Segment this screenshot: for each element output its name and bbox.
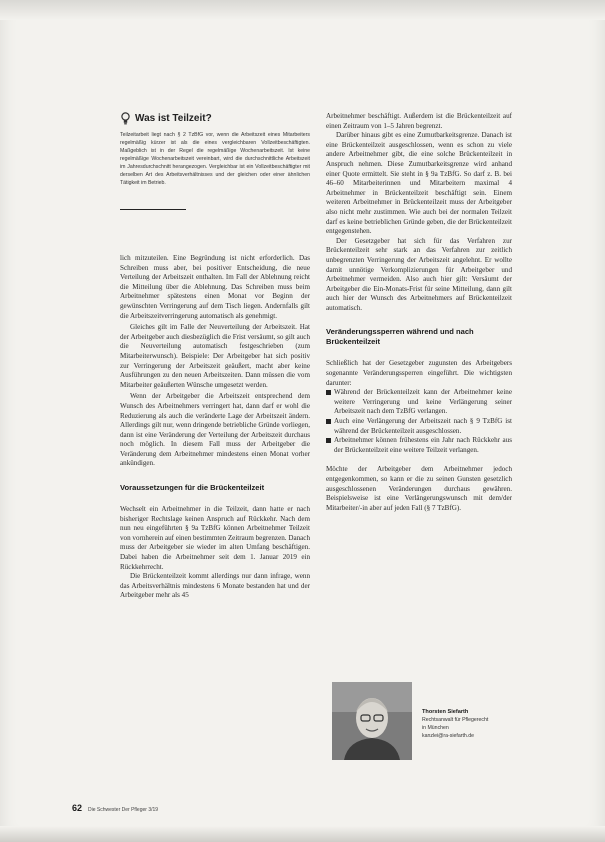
body-paragraph: Möchte der Arbeitgeber dem Arbeitnehmer jedoch entgegenkommen, so kann er die zu seinen Gunsten gesetzlich ausgeschlossenen Veränderungen durchaus gewähren. Beispielsweise ist eine Verlängerungswunsch mit dem/der Mitarbeiter/-in aber auf jeden Fall (§ 7 TzBfG). bbox=[326, 465, 512, 512]
lightbulb-icon bbox=[120, 112, 131, 125]
body-paragraph: Arbeitnehmer beschäftigt. Außerdem ist die Brückenteilzeit auf einen Zeitraum von 1–5 Jahren begrenzt. bbox=[326, 112, 512, 130]
author-info bbox=[422, 682, 488, 762]
body-paragraph: Gleiches gilt im Falle der Neuverteilung der Arbeitszeit. Hat der Arbeitgeber auch diesbezüglich die Frist versäumt, so gilt auch die Neuverteilung automatisch festgeschrieben (zum Mitarbeiterwunsch). Beispiele: Der Arbeitgeber hat sich positiv zur Verringerung der Arbeitszeit geäußert, macht aber keine Ausführungen zu den neuen Arbeitszeiten. Dann müssen die vom Mitarbeiter geäußerten Wünsche umgesetzt werden. bbox=[120, 323, 310, 389]
list-item: Während der Brückenteilzeit kann der Arbeitnehmer keine weitere Verringerung und keine Verlängerung seiner Arbeitszeit nach dem TzBfG verlangen. bbox=[326, 388, 512, 417]
list-item: Auch eine Verlängerung der Arbeitszeit nach § 9 TzBfG ist während der Brückenteilzeit ausgeschlossen. bbox=[326, 417, 512, 436]
bullet-square-icon bbox=[326, 390, 331, 395]
publication-name: Die Schwester Der Pfleger 3/19 bbox=[88, 807, 159, 813]
author-name: Thorsten Siefarth bbox=[422, 709, 469, 715]
body-paragraph: Wechselt ein Arbeitnehmer in die Teilzeit, dann hatte er nach bisheriger Rechtslage keinen Anspruch auf Rückkehr. Nach dem nun neu eingeführten § 9a TzBfG können Arbeitnehmer Teilzeit von vornherein auf einen bestimmten Zeitraum begrenzen. Danach muss der Arbeitgeber sie wieder im alten Umfang beschäftigen. Dabei haben die Arbeitnehmer seit dem 1. Januar 2019 ein Rückkehrrecht. bbox=[120, 505, 310, 571]
author-role: Rechtsanwalt für Pflegerecht bbox=[422, 717, 489, 723]
info-box-body: Teilzeitarbeit liegt nach § 2 TzBfG vor, wenn die Arbeitszeit eines Mitarbeiters regelmäßig kürzer ist als die eines vergleichbaren Vollzeitbeschäftigten. Maßgeblich ist in der Regel die regelmäßige Wochenarbeitszeit. Ist keine regelmäßige Wochenarbeitszeit vereinbart, wird die durchschnittliche Arbeitszeit im Jahresdurchschnitt herangezogen. Vergleichbar ist ein Vollzeitbeschäftigter mit derselben Art des Arbeitsverhältnisses und der gleichen oder einer ähnlichen Tätigkeit im Betrieb. bbox=[120, 132, 310, 186]
bullet-square-icon bbox=[326, 438, 331, 443]
info-box-title: Was ist Teilzeit? bbox=[120, 112, 310, 125]
person-portrait-icon bbox=[332, 682, 412, 760]
author-city: in München bbox=[422, 725, 449, 731]
body-paragraph: Schließlich hat der Gesetzgeber zugunsten des Arbeitgebers sogenannte Veränderungssperren eingeführt. Die wichtigsten darunter: bbox=[326, 359, 512, 387]
body-paragraph: lich mitzuteilen. Eine Begründung ist nicht erforderlich. Das Schreiben muss aber, bei positiver Entscheidung, die neue Verteilung der Arbeitszeit enthalten. Im Fall der Ablehnung reicht die Mitteilung über die Ablehnung. Das Schreiben muss beim Arbeitnehmer spätestens einen Monat vor Beginn der gewünschten Verringerung auf dem Tisch liegen. Andernfalls gilt die Arbeitszeitverringerung automatisch als genehmigt. bbox=[120, 254, 310, 320]
author-box bbox=[332, 682, 522, 762]
page-footer bbox=[72, 803, 158, 813]
page-number: 62 bbox=[72, 803, 83, 813]
bullet-square-icon bbox=[326, 419, 331, 424]
author-photo bbox=[332, 682, 412, 760]
body-paragraph: Wenn der Arbeitgeber die Arbeitszeit entsprechend dem Wunsch des Arbeitnehmers verringert hat, dann darf er wohl die Reduzierung als auch die veränderte Lage der Arbeitszeit ändern. Allerdings gilt nur, wenn dringende betriebliche Gründe vorliegen, dann ist eine Veränderung der Verteilung der Arbeitszeit durchaus noch möglich. In diesem Fall muss der Arbeitgeber die Veränderung dem Arbeitnehmer mindestens einen Monat vorher ankündigen. bbox=[120, 392, 310, 468]
author-email[interactable]: kanzlei@ra-siefarth.de bbox=[422, 733, 474, 739]
body-paragraph: Der Gesetzgeber hat sich für das Verfahren zur Brückenteilzeit sehr stark an das Verfahren zur zeitlich unbegrenzten Verringerung der Arbeitszeit angelehnt. Er wollte damit unnötige Verkomplizierungen für Arbeitgeber und Arbeitnehmer vermeiden. Also auch hier gilt: Versäumt der Arbeitgeber die Ein-Monats-Frist für seine Mitteilung, dann gilt auch hier der Wunsch des Arbeitnehmers auf Brückenteilzeit automatisch. bbox=[326, 236, 512, 312]
right-column bbox=[326, 112, 512, 513]
list-item: Arbeitnehmer können frühestens ein Jahr nach Rückkehr aus der Brückenteilzeit eine weitere Teilzeit verlangen. bbox=[326, 436, 512, 455]
left-column bbox=[120, 112, 310, 601]
section-heading: Veränderungssperren während und nach Brückenteilzeit bbox=[326, 327, 474, 347]
section-heading: Voraussetzungen für die Brückenteilzeit bbox=[120, 483, 265, 493]
body-paragraph: Die Brückenteilzeit kommt allerdings nur dann infrage, wenn das Arbeitsverhältnis mindestens 6 Monate bestanden hat und der Arbeitgeber mehr als 45 bbox=[120, 572, 310, 600]
body-paragraph: Darüber hinaus gibt es eine Zumutbarkeitsgrenze. Danach ist eine Brückenteilzeit ausgeschlossen, wenn es schon zu viele andere Arbeitnehmer gibt, die eine solche Brückenteilzeit in Anspruch nehmen. Diese Zumutbarkeitsgrenze wird anhand einer Quote ermittelt. Sie steht in § 9a TzBfG. So darf z. B. bei 46–60 Mitarbeiterinnen und Mitarbeitern maximal 4 Arbeitnehmer in Brückenteilzeit beschäftigt sein. Einem weiteren Arbeitnehmer in Brückenteilzeit muss der Arbeitgeber also nicht mehr zustimmen. Wie auch bei der normalen Teilzeit darf es keine betrieblichen Gründe geben, die der Brückenteilzeit entgegenstehen. bbox=[326, 131, 512, 236]
